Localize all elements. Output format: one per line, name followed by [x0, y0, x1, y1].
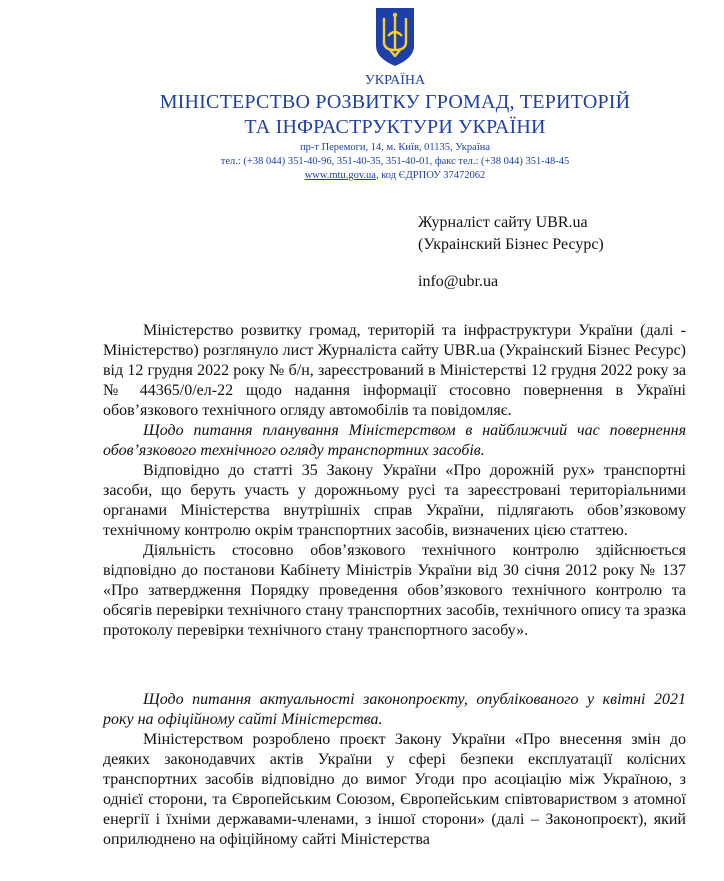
letter-body-continued — [103, 690, 686, 850]
ministry-name-line1: МІНІСТЕРСТВО РОЗВИТКУ ГРОМАД, ТЕРИТОРІЙ — [159, 91, 631, 113]
paragraph-question-1: Щодо питання планування Міністерством в найближчий час повернення обов’язкового технічного огляду транспортних засобів. — [103, 422, 686, 459]
trident-coat-of-arms-icon — [374, 6, 416, 68]
letter-body — [103, 321, 686, 641]
recipient-email: info@ubr.ua — [418, 273, 499, 290]
ministry-edrpou: , код ЄДРПОУ 37472062 — [375, 170, 486, 181]
recipient-organization: (Украінский Бізнес Ресурс) — [418, 236, 604, 253]
ministry-contacts — [0, 170, 724, 181]
paragraph-question-2: Щодо питання актуальності законопроєкту, опублікованого у квітні 2021 року на офіційному сайті Міністерства. — [103, 691, 686, 728]
paragraph-cabinet-resolution: Діяльність стосовно обов’язкового технічного контролю здійснюється відповідно до постанови Кабінету Міністрів України від 30 січня 2012 року № 137 «Про затвердження Порядку проведення обов’язкового технічного контролю та обсягів перевірки технічного стану транспортних засобів, технічного опису та зразка протоколу перевірки технічного стану транспортного засобу». — [103, 542, 686, 639]
recipient-name: Журналіст сайту UBR.ua — [418, 214, 588, 231]
ministry-phones: тел.: (+38 044) 351-40-96, 351-40-35, 351-40-01, факс тел.: (+38 044) 351-48-45 — [220, 156, 570, 167]
ministry-name-line2: ТА ІНФРАСТРУКТУРИ УКРАЇНИ — [244, 116, 546, 138]
ministry-website-link[interactable]: www.mtu.gov.ua — [304, 170, 376, 181]
header-country: УКРАЇНА — [364, 73, 426, 88]
ministry-address: пр-т Перемоги, 14, м. Київ, 01135, Україна — [299, 142, 491, 153]
paragraph-intro: Міністерство розвитку громад, територій та інфраструктури України (далі - Міністерство) розглянуло лист Журналіста сайту UBR.ua (Украінский Бізнес Ресурс) від 12 грудня 2022 року № б/н, зареєстрований в Міністерстві 12 грудня 2022 року за № 44365/0/ел-22 щодо надання інформації стосовно повернення в Україні обов’язкового технічного огляду автомобілів та повідомляє. — [103, 322, 686, 419]
paragraph-draft-law: Міністерством розроблено проєкт Закону України «Про внесення змін до деяких законодавчих актів України у сфері безпеки експлуатації колісних транспортних засобів відповідно до вимог Угоди про асоціацію між Україною, з однієї сторони, та Європейським Союзом, Європейським співтовариством з атомної енергії і їхніми державами-членами, з іншої сторони» (далі – Законопроєкт), який оприлюднено на офіційному сайті Міністерства — [103, 731, 686, 848]
paragraph-law-article-35: Відповідно до статті 35 Закону України «Про дорожній рух» транспортні засоби, що беруть участь у дорожньому русі та зареєстровані територіальними органами Міністерства внутрішніх справ України, підлягають обов’язковому технічному контролю окрім транспортних засобів, визначених цією статтею. — [103, 462, 686, 539]
